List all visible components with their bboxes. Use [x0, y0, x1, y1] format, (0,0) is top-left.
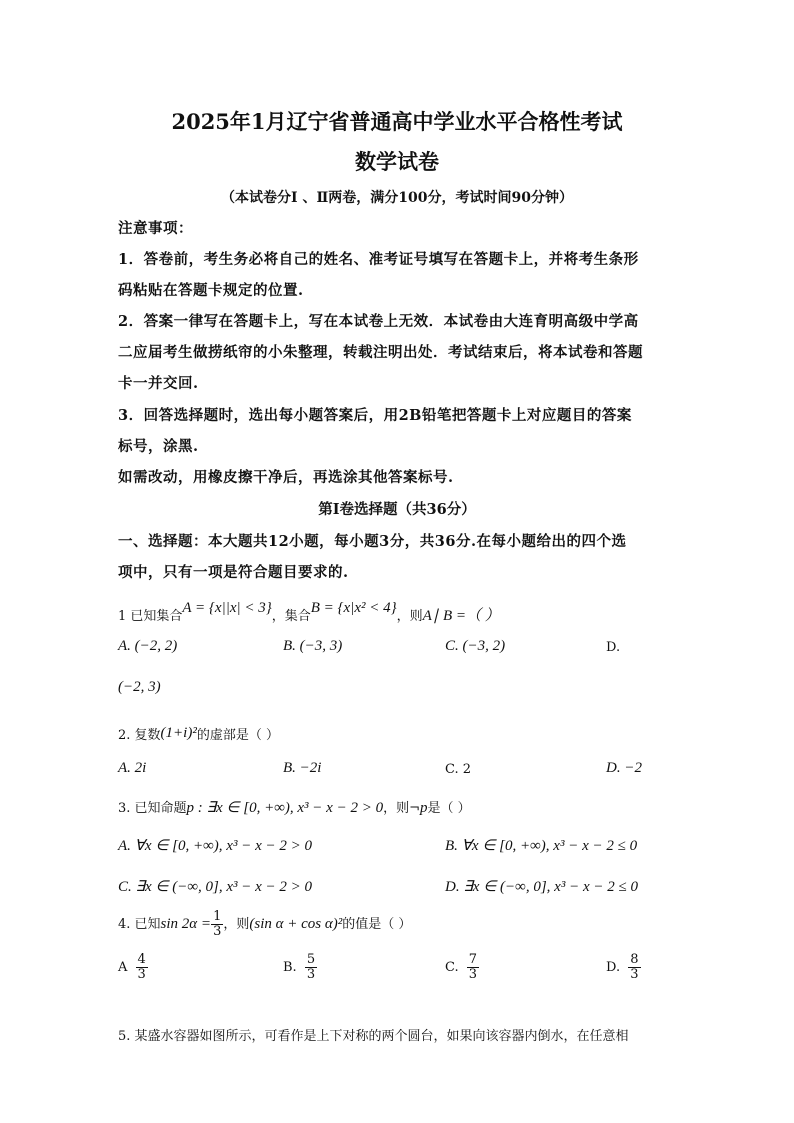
- q4-option-b: [283, 953, 317, 982]
- q4-option-a-label: A: [118, 960, 128, 975]
- q3-stem-a: 3. 已知命题: [118, 801, 187, 816]
- q4-option-c-num: 7: [468, 952, 478, 967]
- q1-option-b: B. (−3, 3): [283, 638, 343, 654]
- q1-option-c: C. (−3, 2): [445, 638, 506, 654]
- q4-stem-c: 的值是（ ）: [342, 917, 412, 932]
- notice-line-7: 标号，涂黑.: [118, 438, 199, 455]
- q4-expr2: (sin α + cos α)²: [249, 916, 343, 932]
- exam-subtitle: （本试卷分Ⅰ 、Ⅱ两卷，满分100分，考试时间90分钟）: [221, 190, 573, 206]
- q4-option-b-den: 3: [306, 967, 316, 982]
- section-intro-2: 项中，只有一项是符合题目要求的.: [118, 564, 349, 581]
- question-1-stem: [118, 600, 500, 625]
- notice-line-1: 1．答卷前，考生务必将自己的姓名、准考证号填写在答题卡上，并将考生条形: [118, 251, 639, 268]
- section-intro-1: 一、选择题：本大题共12小题，每小题3分，共36分.在每小题给出的四个选: [118, 533, 627, 550]
- exam-title: 2025年1月辽宁省普通高中学业水平合格性考试: [171, 109, 623, 134]
- q2-expr: (1+i)²: [160, 725, 197, 741]
- exam-subject: 数学试卷: [355, 149, 439, 174]
- q1-option-d: (−2, 3): [118, 679, 161, 695]
- q1-prefix: 1 已知集合: [118, 609, 183, 624]
- notice-line-3: 2．答案一律写在答题卡上，写在本试卷上无效．本试卷由大连育明高级中学高: [118, 313, 639, 330]
- notice-line-8: 如需改动，用橡皮擦干净后，再选涂其他答案标号.: [118, 469, 454, 486]
- q4-option-d-label: D.: [606, 960, 621, 975]
- q4-fraction: [211, 910, 223, 939]
- q3-p: p: [419, 800, 428, 816]
- q3-stem-c: 是（ ）: [427, 801, 471, 816]
- notice-line-5: 卡一并交回.: [118, 375, 199, 392]
- q1-option-d-label: D.: [606, 640, 621, 655]
- q3-option-c: C. ∃x ∈ (−∞, 0], x³ − x − 2 > 0: [118, 879, 313, 895]
- q1-ask: A∣ B =（ ）: [422, 608, 500, 624]
- q2-stem-b: 的虚部是（ ）: [196, 728, 279, 743]
- q3-option-b: B. ∀x ∈ [0, +∞), x³ − x − 2 ≤ 0: [445, 838, 638, 854]
- q4-option-d-num: 8: [630, 952, 639, 967]
- q3-expr: p : ∃x ∈ [0, +∞), x³ − x − 2 > 0: [186, 800, 384, 816]
- q3-stem-b: ，则¬: [383, 801, 420, 816]
- q4-option-b-frac: [305, 953, 317, 982]
- q4-option-a: [118, 953, 148, 982]
- q1-suffix: ，则: [396, 609, 423, 624]
- q4-option-c-den: 3: [468, 967, 478, 982]
- q4-option-d-den: 3: [630, 967, 639, 982]
- q4-stem-a: 4. 已知: [118, 917, 161, 932]
- notice-line-2: 码粘贴在答题卡规定的位置.: [118, 282, 304, 299]
- notice-heading: 注意事项：: [118, 220, 193, 237]
- q4-option-d: [606, 953, 641, 982]
- question-2-stem: [118, 724, 279, 744]
- q3-option-d: D. ∃x ∈ (−∞, 0], x³ − x − 2 ≤ 0: [445, 879, 638, 895]
- q4-frac-num: 1: [213, 909, 222, 924]
- section-title: 第Ⅰ卷选择题（共36分）: [318, 501, 476, 518]
- notice-line-4: 二应届考生做捞纸帘的小朱整理，转载注明出处．考试结束后，将本试卷和答题: [118, 344, 643, 361]
- q4-option-c: [445, 953, 479, 982]
- q2-option-b: B. −2i: [283, 760, 322, 776]
- q4-option-c-frac: [467, 953, 479, 982]
- q4-option-a-den: 3: [137, 967, 146, 982]
- q1-mid: ，集合: [271, 609, 311, 624]
- q2-option-d: D. −2: [606, 760, 642, 776]
- q2-option-c: C. 2: [445, 762, 472, 777]
- q3-option-a: A. ∀x ∈ [0, +∞), x³ − x − 2 > 0: [118, 838, 312, 854]
- q4-option-a-frac: [136, 953, 148, 982]
- q4-option-d-frac: [628, 953, 640, 982]
- q1-set-a: A = {x||x| < 3}: [182, 600, 272, 616]
- q1-option-a: A. (−2, 2): [118, 638, 178, 654]
- q4-option-a-num: 4: [137, 952, 146, 967]
- q4-option-b-label: B.: [283, 960, 297, 975]
- question-4-stem: [118, 910, 411, 939]
- q4-frac-den: 3: [213, 924, 222, 939]
- q4-option-c-label: C.: [445, 960, 459, 975]
- q2-stem-a: 2. 复数: [118, 728, 161, 743]
- q1-set-b: B = {x|x² < 4}: [310, 600, 397, 616]
- q4-expr1: sin 2α =: [160, 916, 212, 932]
- notice-line-6: 3．回答选择题时，选出每小题答案后，用2B铅笔把答题卡上对应题目的答案: [118, 407, 632, 424]
- question-5-stem: 5. 某盛水容器如图所示，可看作是上下对称的两个圆台，如果向该容器内倒水，在任意相: [118, 1029, 629, 1044]
- q2-option-a: A. 2i: [118, 760, 147, 776]
- q4-option-b-num: 5: [306, 952, 316, 967]
- question-3-stem: [118, 797, 471, 817]
- q4-stem-b: ，则: [223, 917, 250, 932]
